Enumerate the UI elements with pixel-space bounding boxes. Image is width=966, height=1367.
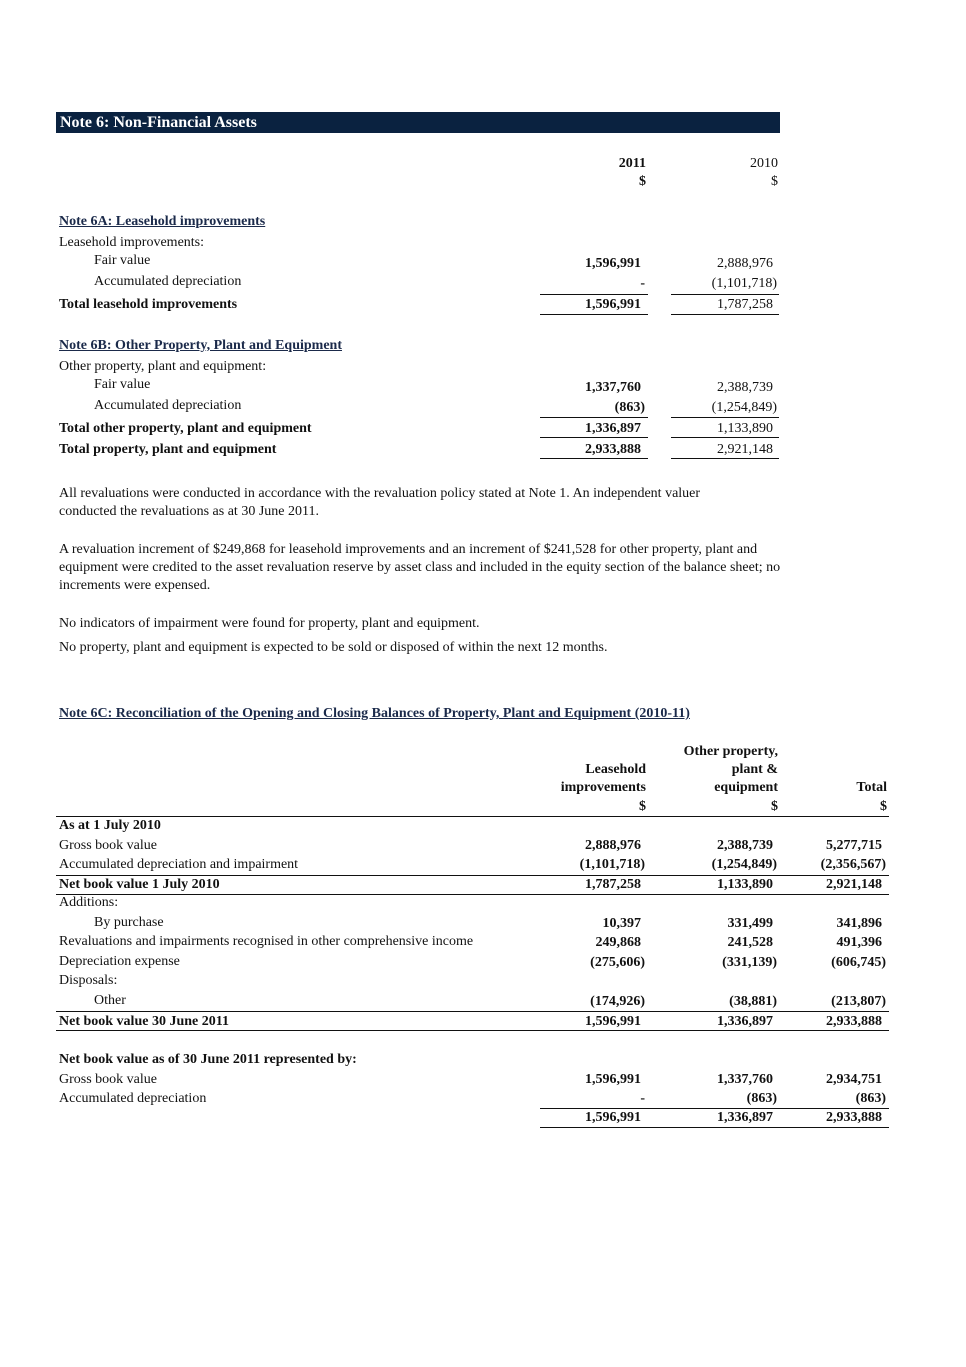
rule	[56, 1030, 889, 1031]
note-6b-total-other-label: Total other property, plant and equipment	[59, 421, 312, 436]
by-purchase-label: By purchase	[94, 915, 164, 930]
note-title: Note 6: Non-Financial Assets	[60, 114, 257, 131]
rep-total-c1: 1,596,991	[585, 1110, 641, 1125]
col2-header-line2: plant &	[731, 762, 778, 777]
note-6b-total-other-2010: 1,133,890	[717, 421, 773, 436]
col2-header-line3: equipment	[714, 780, 778, 795]
represented-by-heading: Net book value as of 30 June 2011 represented by:	[59, 1052, 357, 1067]
paragraph-revaluation-policy: All revaluations were conducted in accordance with the revaluation policy stated at Note 1. An independent valuer conducted the revaluations as at 30 June 2011.	[59, 486, 701, 519]
disposals-label: Disposals:	[59, 973, 118, 988]
paragraph-disposal: No property, plant and equipment is expected to be sold or disposed of within the next 12 months.	[59, 640, 608, 655]
note-6b-total-ppe-label: Total property, plant and equipment	[59, 442, 277, 457]
nbv-open-c3: 2,921,148	[826, 877, 882, 892]
depreciation-c2: (331,139)	[722, 955, 777, 970]
paragraph-impairment: No indicators of impairment were found for property, plant and equipment.	[59, 616, 480, 631]
note-6b-heading: Note 6B: Other Property, Plant and Equipment	[59, 338, 342, 353]
note-6a-group-label: Leasehold improvements:	[59, 235, 205, 250]
col3-header-unit: $	[880, 799, 887, 814]
note-6b-accum-dep-label: Accumulated depreciation	[94, 398, 242, 413]
rule	[56, 1011, 889, 1012]
rep-gross-c2: 1,337,760	[717, 1072, 773, 1087]
note-6b-accum-dep-2010: (1,254,849)	[711, 400, 777, 415]
rep-total-c2: 1,336,897	[717, 1110, 773, 1125]
rule	[540, 417, 648, 418]
rep-gross-c3: 2,934,751	[826, 1072, 882, 1087]
note-6b-fair-value-label: Fair value	[94, 377, 151, 392]
accum-dep-impairment-c1: (1,101,718)	[579, 857, 645, 872]
note-6a-accum-dep-2010: (1,101,718)	[711, 276, 777, 291]
rule	[671, 458, 779, 459]
nbv-open-c1: 1,787,258	[585, 877, 641, 892]
unit-2010-header: $	[771, 174, 778, 189]
revaluations-c3: 491,396	[836, 935, 882, 950]
rep-accum-c2: (863)	[746, 1091, 777, 1106]
unit-2011-header: $	[639, 174, 646, 189]
col1-header-unit: $	[639, 799, 646, 814]
col3-header-line1: Total	[856, 780, 887, 795]
col1-header-line1: Leasehold	[585, 762, 646, 777]
nbv-open-label: Net book value 1 July 2010	[59, 877, 220, 892]
gross-book-value-label: Gross book value	[59, 838, 157, 853]
rep-total-c3: 2,933,888	[826, 1110, 882, 1125]
note-6a-total-label: Total leasehold improvements	[59, 297, 238, 312]
accum-dep-impairment-label: Accumulated depreciation and impairment	[59, 857, 299, 872]
note-6b-accum-dep-2011: (863)	[614, 400, 645, 415]
rule	[540, 294, 648, 295]
nbv-close-label: Net book value 30 June 2011	[59, 1014, 229, 1029]
rule	[671, 314, 779, 315]
rule	[540, 1127, 889, 1128]
note-title-bar	[56, 112, 780, 133]
gross-book-value-c1: 2,888,976	[585, 838, 641, 853]
accum-dep-impairment-c2: (1,254,849)	[711, 857, 777, 872]
note-6a-heading: Note 6A: Leasehold improvements	[59, 214, 266, 229]
col2-header-line1: Other property,	[683, 744, 778, 759]
accum-dep-impairment-c3: (2,356,567)	[820, 857, 886, 872]
additions-label: Additions:	[59, 895, 119, 910]
note-6b-group-label: Other property, plant and equipment:	[59, 359, 267, 374]
note-6a-accum-dep-label: Accumulated depreciation	[94, 274, 242, 289]
note-6a-fair-value-2011: 1,596,991	[585, 256, 641, 271]
note-6b-total-ppe-2010: 2,921,148	[717, 442, 773, 457]
note-6b-total-ppe-2011: 2,933,888	[585, 442, 641, 457]
year-2010-header: 2010	[750, 156, 778, 171]
note-6b-total-other-2011: 1,336,897	[585, 421, 641, 436]
rule	[540, 437, 648, 438]
by-purchase-c1: 10,397	[602, 916, 641, 931]
note-6a-fair-value-2010: 2,888,976	[717, 256, 773, 271]
col1-header-line2: improvements	[560, 780, 646, 795]
rep-accum-label: Accumulated depreciation	[59, 1091, 207, 1106]
gross-book-value-c2: 2,388,739	[717, 838, 773, 853]
as-at-heading: As at 1 July 2010	[59, 818, 161, 833]
rule	[56, 875, 889, 876]
other-c1: (174,926)	[590, 994, 645, 1009]
rule	[671, 437, 779, 438]
rule	[671, 294, 779, 295]
gross-book-value-c3: 5,277,715	[826, 838, 882, 853]
paragraph-revaluation-increment: A revaluation increment of $249,868 for leasehold improvements and an increment of $241,528 for other property, plant and equipment were credited to the asset revaluation reserve by asset class and included in the equity section of the balance sheet; no increments were expensed.	[59, 542, 781, 593]
note-6a-total-2010: 1,787,258	[717, 297, 773, 312]
rule	[56, 816, 889, 817]
rule	[540, 458, 648, 459]
note-6c-heading: Note 6C: Reconciliation of the Opening and Closing Balances of Property, Plant and Equipment (2010-11)	[59, 706, 690, 721]
nbv-close-c2: 1,336,897	[717, 1014, 773, 1029]
note-6b-fair-value-2010: 2,388,739	[717, 380, 773, 395]
rule	[671, 417, 779, 418]
depreciation-label: Depreciation expense	[59, 954, 180, 969]
rule	[540, 1108, 889, 1109]
rep-accum-c1: -	[640, 1091, 645, 1106]
year-2011-header: 2011	[618, 156, 646, 171]
col2-header-unit: $	[771, 799, 778, 814]
note-6a-accum-dep-2011: -	[640, 276, 645, 291]
other-c2: (38,881)	[729, 994, 777, 1009]
by-purchase-c3: 341,896	[836, 916, 882, 931]
rule	[56, 894, 889, 895]
rule	[540, 314, 648, 315]
note-6b-fair-value-2011: 1,337,760	[585, 380, 641, 395]
revaluations-label: Revaluations and impairments recognised in other comprehensive income	[59, 934, 474, 949]
other-label: Other	[94, 993, 126, 1008]
nbv-close-c3: 2,933,888	[826, 1014, 882, 1029]
rep-accum-c3: (863)	[855, 1091, 886, 1106]
nbv-open-c2: 1,133,890	[717, 877, 773, 892]
note-6a-fair-value-label: Fair value	[94, 253, 151, 268]
other-c3: (213,807)	[831, 994, 886, 1009]
rep-gross-c1: 1,596,991	[585, 1072, 641, 1087]
note-6a-total-2011: 1,596,991	[585, 297, 641, 312]
depreciation-c1: (275,606)	[590, 955, 645, 970]
revaluations-c2: 241,528	[727, 935, 773, 950]
nbv-close-c1: 1,596,991	[585, 1014, 641, 1029]
rep-gross-label: Gross book value	[59, 1072, 157, 1087]
by-purchase-c2: 331,499	[727, 916, 773, 931]
depreciation-c3: (606,745)	[831, 955, 886, 970]
revaluations-c1: 249,868	[595, 935, 641, 950]
